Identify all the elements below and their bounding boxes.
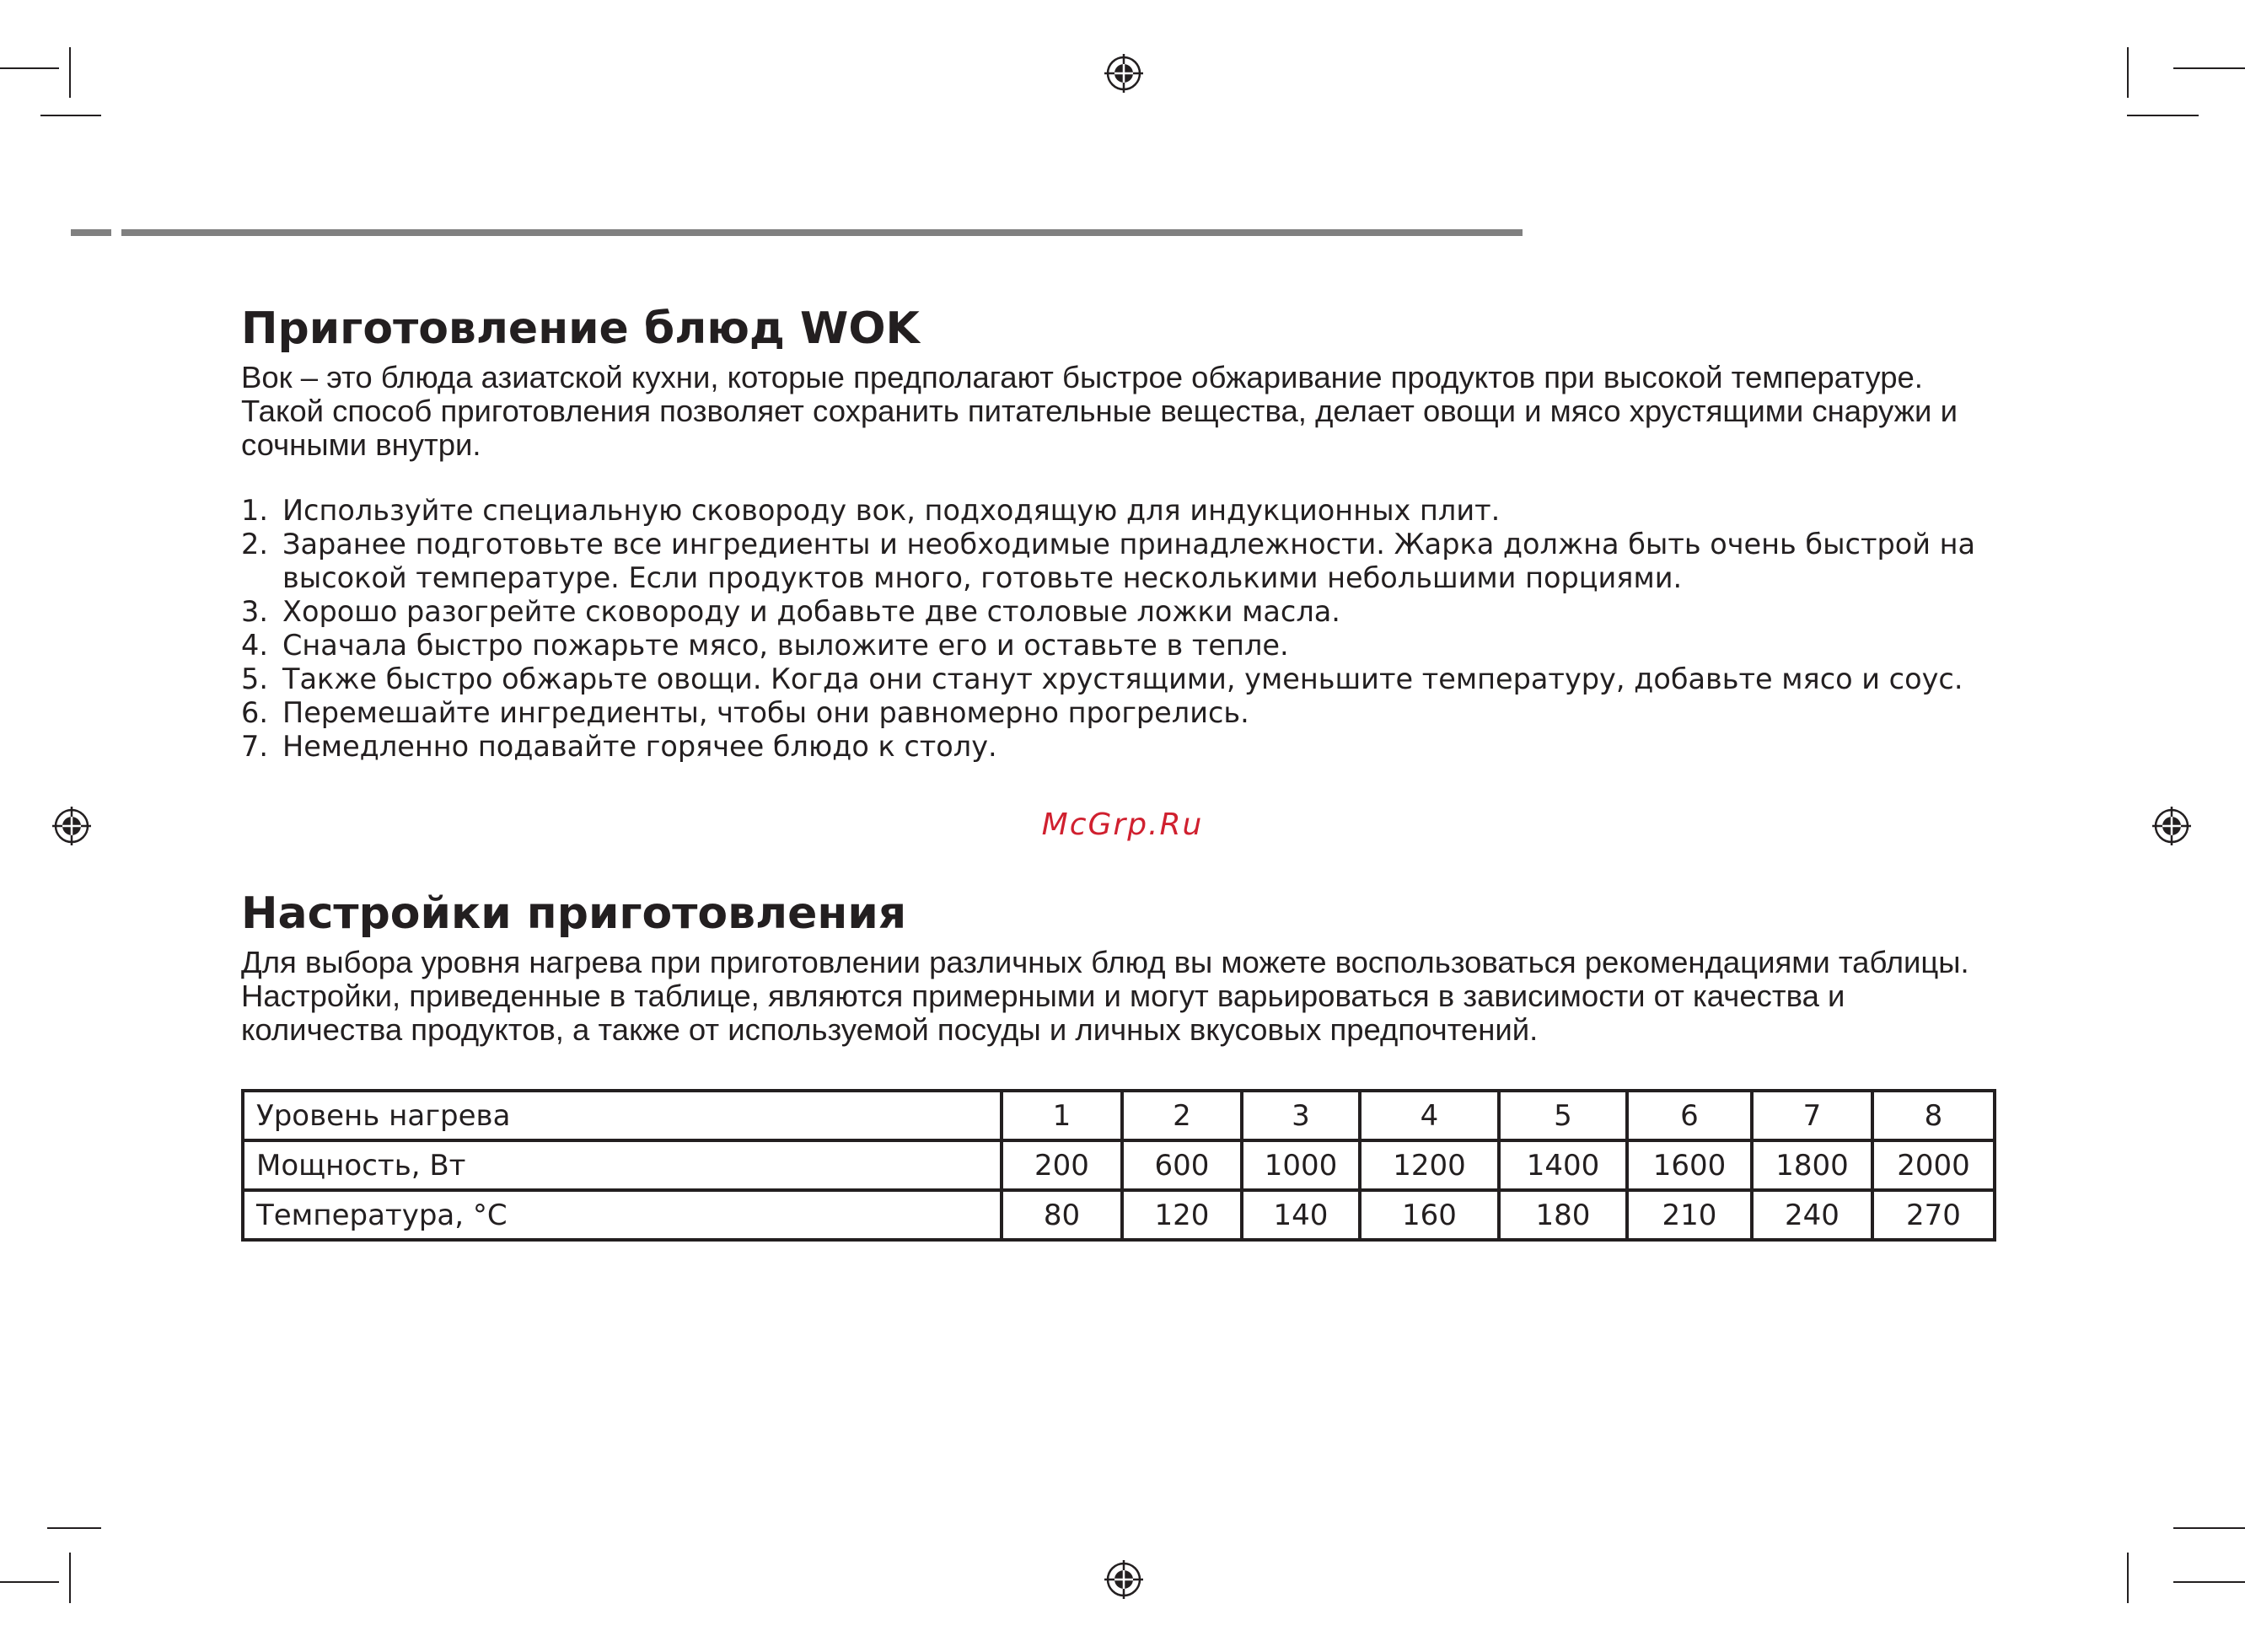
wok-intro-paragraph: Вок – это блюда азиатской кухни, которые предполагают быстрое обжаривание продуктов при высокой температуре. Такой способ приготовления позволяет сохранить питательные вещества, делает овощи и мясо хрустящими снаружи и сочными внутри. — [241, 360, 1958, 462]
list-item — [241, 595, 2011, 629]
crop-mark — [0, 1581, 59, 1583]
crop-mark — [69, 47, 71, 98]
registration-mark-icon — [1104, 54, 1143, 93]
settings-table — [241, 1089, 1996, 1242]
crop-mark — [2127, 1553, 2129, 1603]
list-item-number: 2. — [241, 528, 268, 560]
list-item — [241, 528, 2011, 595]
table-cell: 1400 — [1499, 1140, 1627, 1190]
table-cell: 1800 — [1752, 1140, 1872, 1190]
table-row — [243, 1091, 1995, 1140]
list-item-text: Используйте специальную сковороду вок, подходящую для индукционных плит. — [282, 494, 1501, 527]
list-item-text: Сначала быстро пожарьте мясо, выложите его и оставьте в тепле. — [282, 629, 1289, 662]
list-item-text: Перемешайте ингредиенты, чтобы они равномерно прогрелись. — [282, 696, 1249, 729]
crop-mark — [40, 115, 101, 116]
crop-mark — [2173, 67, 2245, 69]
table-cell: 6 — [1627, 1091, 1752, 1140]
wok-steps-list — [241, 494, 2011, 764]
crop-mark — [69, 1553, 71, 1603]
list-item-number: 6. — [241, 696, 268, 729]
table-cell: 180 — [1499, 1190, 1627, 1240]
table-cell: 3 — [1242, 1091, 1360, 1140]
table-cell: 1000 — [1242, 1140, 1360, 1190]
table-cell: 1200 — [1360, 1140, 1499, 1190]
registration-mark-icon — [1104, 1560, 1143, 1599]
table-cell: 140 — [1242, 1190, 1360, 1240]
header-rule-short — [71, 229, 111, 236]
crop-mark — [2173, 1581, 2245, 1583]
table-cell: 2 — [1122, 1091, 1242, 1140]
crop-mark — [2173, 1527, 2245, 1529]
table-cell: 2000 — [1872, 1140, 1995, 1190]
header-rule — [121, 229, 1523, 236]
table-cell: 5 — [1499, 1091, 1627, 1140]
list-item-text: Также быстро обжарьте овощи. Когда они станут хрустящими, уменьшите температуру, добавьте мясо и соус. — [282, 662, 1963, 695]
table-row — [243, 1140, 1995, 1190]
table-cell: 1600 — [1627, 1140, 1752, 1190]
settings-intro-paragraph: Для выбора уровня нагрева при приготовлении различных блюд вы можете воспользоваться рекомендациями таблицы. Настройки, приведенные в таблице, являются примерными и могут варьироваться в зависимости от качества и количества продуктов, а также от используемой посуды и личных вкусовых предпочтений. — [241, 945, 1969, 1047]
table-cell: 7 — [1752, 1091, 1872, 1140]
list-item-text: Немедленно подавайте горячее блюдо к столу. — [282, 730, 997, 763]
table-cell: 4 — [1360, 1091, 1499, 1140]
list-item — [241, 494, 2011, 528]
list-item — [241, 696, 2011, 730]
table-row — [243, 1190, 1995, 1240]
row-label: Температура, °С — [243, 1190, 1002, 1240]
table-cell: 210 — [1627, 1190, 1752, 1240]
table-cell: 1 — [1002, 1091, 1122, 1140]
crop-mark — [2127, 47, 2129, 98]
table-cell: 8 — [1872, 1091, 1995, 1140]
list-item-text: Заранее подготовьте все ингредиенты и необходимые принадлежности. Жарка должна быть очень быстрой на высокой температуре. Если продуктов много, готовьте несколькими небольшими порциями. — [282, 528, 1976, 594]
crop-mark — [0, 67, 59, 69]
list-item-text: Хорошо разогрейте сковороду и добавьте две столовые ложки масла. — [282, 595, 1340, 628]
list-item — [241, 662, 2011, 696]
list-item-number: 3. — [241, 595, 268, 628]
table-cell: 80 — [1002, 1190, 1122, 1240]
list-item — [241, 730, 2011, 764]
list-item-number: 1. — [241, 494, 268, 527]
table-cell: 200 — [1002, 1140, 1122, 1190]
row-label: Уровень нагрева — [243, 1091, 1002, 1140]
list-item-number: 7. — [241, 730, 268, 763]
list-item — [241, 629, 2011, 662]
list-item-number: 4. — [241, 629, 268, 662]
table-cell: 600 — [1122, 1140, 1242, 1190]
row-label: Мощность, Вт — [243, 1140, 1002, 1190]
watermark-link[interactable]: McGrp.Ru — [1041, 807, 1204, 842]
table-cell: 240 — [1752, 1190, 1872, 1240]
settings-section-title: Настройки приготовления — [241, 888, 907, 939]
table-cell: 270 — [1872, 1190, 1995, 1240]
crop-mark — [2127, 115, 2199, 116]
list-item-number: 5. — [241, 662, 268, 695]
table-cell: 120 — [1122, 1190, 1242, 1240]
wok-section-title: Приготовление блюд WOK — [241, 303, 920, 354]
crop-mark — [47, 1527, 101, 1529]
table-cell: 160 — [1360, 1190, 1499, 1240]
